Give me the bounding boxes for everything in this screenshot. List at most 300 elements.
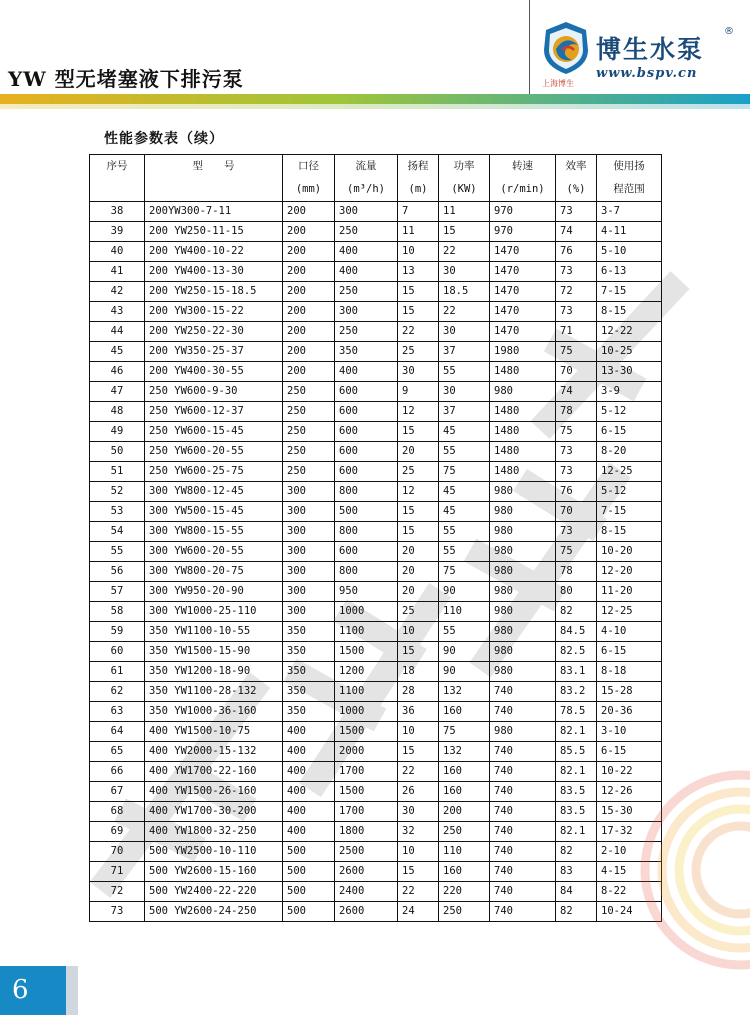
cell-head: 7: [398, 202, 439, 222]
cell-flow: 1500: [335, 722, 398, 742]
cell-efficiency: 76: [556, 482, 597, 502]
cell-head: 15: [398, 522, 439, 542]
cell-head-range: 8-22: [597, 882, 662, 902]
cell-row-index: 39: [90, 222, 145, 242]
cell-diameter: 300: [283, 602, 335, 622]
table-row: [90, 702, 662, 722]
cell-flow: 400: [335, 242, 398, 262]
header-flow: 流量: [335, 155, 398, 178]
cell-model: 200 YW350-25-37: [145, 342, 283, 362]
cell-head: 15: [398, 282, 439, 302]
cell-power: 55: [439, 542, 490, 562]
cell-speed: 1480: [490, 362, 556, 382]
cell-efficiency: 85.5: [556, 742, 597, 762]
performance-table: [89, 154, 662, 922]
cell-efficiency: 78: [556, 562, 597, 582]
cell-diameter: 300: [283, 482, 335, 502]
cell-efficiency: 73: [556, 202, 597, 222]
cell-diameter: 350: [283, 642, 335, 662]
cell-efficiency: 75: [556, 542, 597, 562]
cell-speed: 740: [490, 742, 556, 762]
cell-model: 250 YW600-20-55: [145, 442, 283, 462]
cell-power: 90: [439, 642, 490, 662]
cell-row-index: 52: [90, 482, 145, 502]
cell-power: 220: [439, 882, 490, 902]
cell-power: 30: [439, 322, 490, 342]
cell-power: 22: [439, 242, 490, 262]
cell-power: 90: [439, 662, 490, 682]
table-row: [90, 762, 662, 782]
cell-diameter: 200: [283, 322, 335, 342]
cell-diameter: 500: [283, 902, 335, 922]
table-row: [90, 882, 662, 902]
cell-flow: 350: [335, 342, 398, 362]
cell-diameter: 500: [283, 882, 335, 902]
cell-efficiency: 82: [556, 902, 597, 922]
cell-flow: 250: [335, 222, 398, 242]
cell-speed: 740: [490, 862, 556, 882]
cell-speed: 980: [490, 582, 556, 602]
cell-head-range: 5-12: [597, 402, 662, 422]
page-number-shade: [66, 966, 78, 1015]
cell-speed: 980: [490, 722, 556, 742]
table-header-row: [90, 155, 662, 178]
cell-model: 250 YW600-12-37: [145, 402, 283, 422]
header-gradient-bar: [0, 94, 750, 104]
cell-model: 200 YW300-15-22: [145, 302, 283, 322]
cell-speed: 1480: [490, 442, 556, 462]
cell-row-index: 62: [90, 682, 145, 702]
cell-power: 15: [439, 222, 490, 242]
cell-power: 132: [439, 682, 490, 702]
cell-speed: 970: [490, 202, 556, 222]
cell-speed: 980: [490, 482, 556, 502]
table-row: [90, 682, 662, 702]
page-number-tab: [0, 966, 66, 1015]
cell-row-index: 64: [90, 722, 145, 742]
cell-speed: 980: [490, 662, 556, 682]
cell-speed: 980: [490, 502, 556, 522]
cell-flow: 400: [335, 262, 398, 282]
cell-speed: 740: [490, 682, 556, 702]
cell-power: 160: [439, 702, 490, 722]
table-row: [90, 362, 662, 382]
cell-diameter: 250: [283, 462, 335, 482]
table-row: [90, 422, 662, 442]
cell-speed: 740: [490, 782, 556, 802]
table-row: [90, 482, 662, 502]
cell-row-index: 38: [90, 202, 145, 222]
cell-head-range: 2-10: [597, 842, 662, 862]
brand-url[interactable]: www.bspv.cn: [596, 66, 698, 81]
cell-flow: 2400: [335, 882, 398, 902]
cell-row-index: 57: [90, 582, 145, 602]
unit-speed: (r/min): [490, 177, 556, 202]
cell-efficiency: 84.5: [556, 622, 597, 642]
cell-row-index: 73: [90, 902, 145, 922]
cell-diameter: 500: [283, 842, 335, 862]
cell-flow: 600: [335, 382, 398, 402]
cell-head-range: 12-20: [597, 562, 662, 582]
cell-model: 400 YW1700-22-160: [145, 762, 283, 782]
cell-flow: 800: [335, 562, 398, 582]
cell-head: 12: [398, 402, 439, 422]
cell-diameter: 200: [283, 262, 335, 282]
cell-flow: 500: [335, 502, 398, 522]
unit-flow: (m³/h): [335, 177, 398, 202]
cell-flow: 300: [335, 202, 398, 222]
brand-name: 博生水泵: [596, 35, 705, 64]
cell-diameter: 200: [283, 242, 335, 262]
table-row: [90, 302, 662, 322]
cell-flow: 1000: [335, 602, 398, 622]
cell-diameter: 250: [283, 422, 335, 442]
cell-speed: 980: [490, 622, 556, 642]
cell-model: 200 YW400-10-22: [145, 242, 283, 262]
cell-diameter: 300: [283, 502, 335, 522]
cell-power: 45: [439, 422, 490, 442]
table-row: [90, 582, 662, 602]
cell-speed: 1480: [490, 422, 556, 442]
cell-flow: 400: [335, 362, 398, 382]
header-speed: 转速: [490, 155, 556, 178]
cell-flow: 800: [335, 482, 398, 502]
cell-efficiency: 73: [556, 522, 597, 542]
cell-efficiency: 71: [556, 322, 597, 342]
cell-power: 250: [439, 822, 490, 842]
cell-head-range: 3-10: [597, 722, 662, 742]
cell-row-index: 69: [90, 822, 145, 842]
cell-head-range: 7-15: [597, 282, 662, 302]
table-row: [90, 662, 662, 682]
cell-row-index: 49: [90, 422, 145, 442]
cell-model: 300 YW800-12-45: [145, 482, 283, 502]
cell-head: 25: [398, 342, 439, 362]
cell-row-index: 68: [90, 802, 145, 822]
cell-diameter: 200: [283, 202, 335, 222]
cell-head-range: 6-15: [597, 422, 662, 442]
table-body: [90, 202, 662, 922]
cell-diameter: 300: [283, 522, 335, 542]
cell-diameter: 400: [283, 802, 335, 822]
cell-model: 350 YW1500-15-90: [145, 642, 283, 662]
cell-head-range: 13-30: [597, 362, 662, 382]
cell-efficiency: 83.5: [556, 802, 597, 822]
cell-model: 500 YW2600-24-250: [145, 902, 283, 922]
cell-flow: 600: [335, 402, 398, 422]
header-head: 扬程: [398, 155, 439, 178]
cell-head-range: 6-15: [597, 742, 662, 762]
table-row: [90, 502, 662, 522]
cell-head-range: 10-22: [597, 762, 662, 782]
cell-head-range: 10-25: [597, 342, 662, 362]
table-row: [90, 202, 662, 222]
cell-head: 9: [398, 382, 439, 402]
unit-power: (KW): [439, 177, 490, 202]
cell-speed: 740: [490, 902, 556, 922]
decorative-rings: [600, 760, 750, 980]
cell-head-range: 12-25: [597, 602, 662, 622]
cell-speed: 1480: [490, 462, 556, 482]
cell-head: 10: [398, 622, 439, 642]
header-efficiency: 效率: [556, 155, 597, 178]
unit-diameter: (mm): [283, 177, 335, 202]
cell-flow: 1700: [335, 762, 398, 782]
cell-power: 110: [439, 842, 490, 862]
cell-row-index: 63: [90, 702, 145, 722]
cell-head-range: 15-28: [597, 682, 662, 702]
cell-head-range: 8-20: [597, 442, 662, 462]
cell-row-index: 61: [90, 662, 145, 682]
cell-head-range: 10-20: [597, 542, 662, 562]
cell-row-index: 44: [90, 322, 145, 342]
cell-efficiency: 78: [556, 402, 597, 422]
cell-speed: 1470: [490, 242, 556, 262]
cell-efficiency: 80: [556, 582, 597, 602]
cell-diameter: 400: [283, 742, 335, 762]
cell-head-range: 8-18: [597, 662, 662, 682]
cell-head-range: 6-13: [597, 262, 662, 282]
cell-flow: 800: [335, 522, 398, 542]
table-row: [90, 542, 662, 562]
cell-head: 15: [398, 742, 439, 762]
cell-speed: 1470: [490, 282, 556, 302]
cell-head-range: 4-11: [597, 222, 662, 242]
cell-diameter: 200: [283, 282, 335, 302]
unit-efficiency: (%): [556, 177, 597, 202]
unit-model: [145, 177, 283, 202]
cell-head-range: 3-9: [597, 382, 662, 402]
cell-diameter: 300: [283, 562, 335, 582]
cell-head: 11: [398, 222, 439, 242]
cell-diameter: 200: [283, 222, 335, 242]
cell-efficiency: 83: [556, 862, 597, 882]
cell-power: 160: [439, 862, 490, 882]
cell-model: 300 YW800-20-75: [145, 562, 283, 582]
cell-power: 22: [439, 302, 490, 322]
cell-speed: 740: [490, 762, 556, 782]
section-title: 性能参数表（续）: [104, 131, 224, 147]
cell-head-range: 12-26: [597, 782, 662, 802]
cell-head-range: 5-12: [597, 482, 662, 502]
cell-speed: 980: [490, 382, 556, 402]
cell-efficiency: 74: [556, 382, 597, 402]
cell-flow: 950: [335, 582, 398, 602]
brand-logo[interactable]: [540, 20, 750, 92]
unit-head-range: 程范围: [597, 177, 662, 202]
cell-model: 200 YW250-11-15: [145, 222, 283, 242]
page-number: 6: [12, 975, 29, 1005]
table-row: [90, 722, 662, 742]
cell-head: 25: [398, 602, 439, 622]
cell-head-range: 12-25: [597, 462, 662, 482]
cell-row-index: 41: [90, 262, 145, 282]
table-units-row: [90, 177, 662, 202]
cell-head: 15: [398, 862, 439, 882]
cell-power: 200: [439, 802, 490, 822]
cell-row-index: 71: [90, 862, 145, 882]
cell-head-range: 8-15: [597, 302, 662, 322]
cell-efficiency: 73: [556, 442, 597, 462]
cell-power: 37: [439, 402, 490, 422]
cell-diameter: 500: [283, 862, 335, 882]
cell-row-index: 50: [90, 442, 145, 462]
cell-flow: 1700: [335, 802, 398, 822]
cell-flow: 2600: [335, 902, 398, 922]
cell-flow: 1500: [335, 782, 398, 802]
table-row: [90, 462, 662, 482]
cell-row-index: 40: [90, 242, 145, 262]
cell-diameter: 250: [283, 442, 335, 462]
cell-power: 110: [439, 602, 490, 622]
cell-model: 300 YW500-15-45: [145, 502, 283, 522]
cell-head: 10: [398, 722, 439, 742]
cell-diameter: 400: [283, 822, 335, 842]
cell-efficiency: 83.1: [556, 662, 597, 682]
cell-power: 45: [439, 502, 490, 522]
cell-model: 200 YW400-30-55: [145, 362, 283, 382]
cell-efficiency: 76: [556, 242, 597, 262]
cell-speed: 980: [490, 602, 556, 622]
cell-flow: 1100: [335, 622, 398, 642]
cell-model: 400 YW1500-10-75: [145, 722, 283, 742]
cell-head: 36: [398, 702, 439, 722]
table-row: [90, 522, 662, 542]
cell-diameter: 400: [283, 782, 335, 802]
cell-row-index: 48: [90, 402, 145, 422]
table-row: [90, 242, 662, 262]
header-index: 序号: [90, 155, 145, 178]
cell-head-range: 4-10: [597, 622, 662, 642]
cell-model: 300 YW800-15-55: [145, 522, 283, 542]
cell-flow: 1800: [335, 822, 398, 842]
cell-model: 400 YW2000-15-132: [145, 742, 283, 762]
cell-head-range: 11-20: [597, 582, 662, 602]
cell-power: 55: [439, 442, 490, 462]
cell-row-index: 46: [90, 362, 145, 382]
cell-row-index: 65: [90, 742, 145, 762]
cell-model: 500 YW2400-22-220: [145, 882, 283, 902]
cell-speed: 1480: [490, 402, 556, 422]
cell-efficiency: 78.5: [556, 702, 597, 722]
cell-head-range: 7-15: [597, 502, 662, 522]
cell-head: 12: [398, 482, 439, 502]
cell-efficiency: 82.1: [556, 762, 597, 782]
cell-head: 20: [398, 542, 439, 562]
cell-flow: 600: [335, 462, 398, 482]
cell-row-index: 58: [90, 602, 145, 622]
cell-row-index: 42: [90, 282, 145, 302]
cell-speed: 1980: [490, 342, 556, 362]
table-row: [90, 622, 662, 642]
cell-speed: 740: [490, 702, 556, 722]
cell-row-index: 47: [90, 382, 145, 402]
cell-efficiency: 82: [556, 602, 597, 622]
cell-power: 18.5: [439, 282, 490, 302]
cell-efficiency: 70: [556, 502, 597, 522]
cell-row-index: 70: [90, 842, 145, 862]
cell-head: 15: [398, 422, 439, 442]
table-row: [90, 222, 662, 242]
unit-index: [90, 177, 145, 202]
cell-row-index: 43: [90, 302, 145, 322]
table-row: [90, 342, 662, 362]
cell-efficiency: 75: [556, 342, 597, 362]
cell-power: 55: [439, 622, 490, 642]
cell-power: 160: [439, 782, 490, 802]
cell-model: 350 YW1100-10-55: [145, 622, 283, 642]
cell-speed: 1470: [490, 262, 556, 282]
cell-head: 32: [398, 822, 439, 842]
cell-model: 250 YW600-25-75: [145, 462, 283, 482]
cell-diameter: 200: [283, 342, 335, 362]
table-row: [90, 902, 662, 922]
cell-model: 250 YW600-9-30: [145, 382, 283, 402]
cell-row-index: 45: [90, 342, 145, 362]
cell-model: 350 YW1200-18-90: [145, 662, 283, 682]
cell-flow: 1200: [335, 662, 398, 682]
brand-subtitle: 上海博生: [542, 79, 574, 88]
header-head-range: 使用扬: [597, 155, 662, 178]
cell-head: 20: [398, 562, 439, 582]
cell-efficiency: 82: [556, 842, 597, 862]
cell-efficiency: 82.5: [556, 642, 597, 662]
cell-head-range: 17-32: [597, 822, 662, 842]
document-title: YW 型无堵塞液下排污泵: [8, 67, 244, 91]
table-row: [90, 282, 662, 302]
cell-efficiency: 83.5: [556, 782, 597, 802]
cell-efficiency: 73: [556, 302, 597, 322]
cell-head-range: 8-15: [597, 522, 662, 542]
cell-flow: 250: [335, 322, 398, 342]
cell-head: 15: [398, 302, 439, 322]
cell-head-range: 20-36: [597, 702, 662, 722]
cell-head-range: 10-24: [597, 902, 662, 922]
cell-head: 30: [398, 362, 439, 382]
cell-speed: 740: [490, 842, 556, 862]
cell-head-range: 15-30: [597, 802, 662, 822]
cell-model: 200 YW250-22-30: [145, 322, 283, 342]
cell-power: 75: [439, 722, 490, 742]
cell-head: 10: [398, 842, 439, 862]
cell-flow: 2500: [335, 842, 398, 862]
table-row: [90, 842, 662, 862]
cell-flow: 1000: [335, 702, 398, 722]
cell-head: 28: [398, 682, 439, 702]
cell-head: 15: [398, 642, 439, 662]
cell-flow: 2600: [335, 862, 398, 882]
cell-head: 26: [398, 782, 439, 802]
cell-head: 13: [398, 262, 439, 282]
cell-diameter: 350: [283, 622, 335, 642]
cell-head: 25: [398, 462, 439, 482]
cell-head-range: 6-15: [597, 642, 662, 662]
pump-emblem-icon: [540, 20, 592, 76]
cell-efficiency: 84: [556, 882, 597, 902]
cell-diameter: 350: [283, 702, 335, 722]
header-power: 功率: [439, 155, 490, 178]
cell-power: 30: [439, 382, 490, 402]
cell-speed: 1470: [490, 302, 556, 322]
cell-efficiency: 73: [556, 262, 597, 282]
cell-flow: 600: [335, 542, 398, 562]
cell-power: 250: [439, 902, 490, 922]
table-row: [90, 802, 662, 822]
unit-head: (m): [398, 177, 439, 202]
cell-efficiency: 74: [556, 222, 597, 242]
table-row: [90, 822, 662, 842]
cell-speed: 740: [490, 882, 556, 902]
